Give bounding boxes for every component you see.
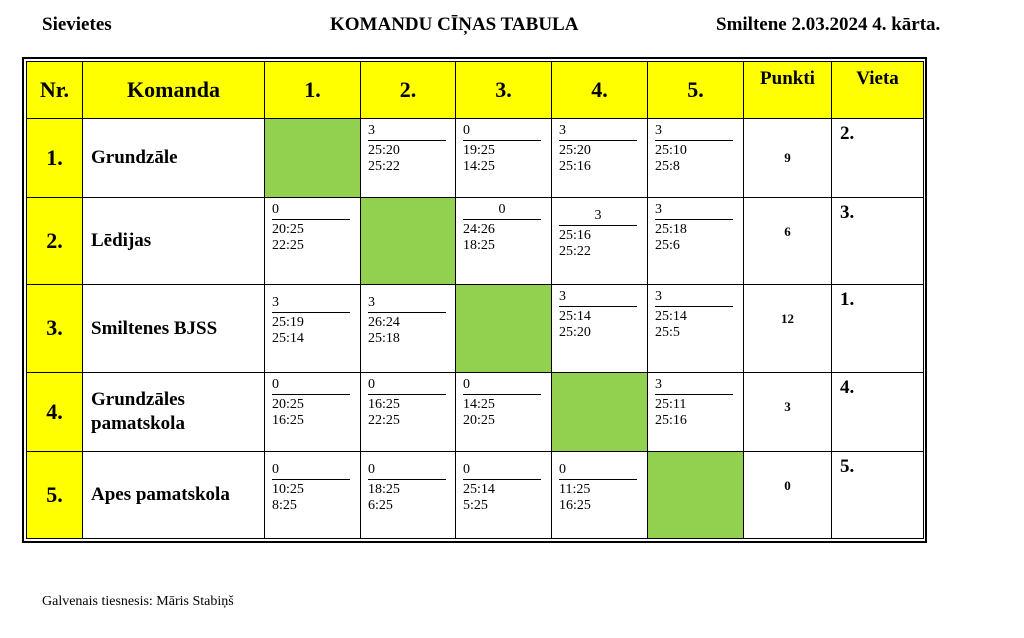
row-number: 4. [27,372,83,451]
set-score: 14:25 [463,159,495,174]
set-score: 25:6 [655,238,680,253]
set-score: 25:22 [559,244,591,259]
table-row [27,198,924,285]
set-score: 22:25 [272,238,304,253]
result-cell [361,372,456,451]
set-score: 5:25 [463,497,488,513]
result-cell [265,372,361,451]
match-score: 3 [559,208,637,226]
result-cell [552,451,648,538]
result-cell [648,285,744,372]
team-points: 0 [744,451,832,538]
row-number: 5. [27,451,83,538]
table-row [27,372,924,451]
set-score: 25:10 [655,143,687,158]
match-score: 3 [655,202,733,220]
set-score: 25:16 [559,228,591,243]
result-cell [456,119,552,198]
col-header-nr: Nr. [27,62,83,119]
result-cell [265,451,361,538]
result-cell [456,198,552,285]
header-location-date: Smiltene 2.03.2024 4. kārta. [716,14,941,35]
col-header-3: 3. [456,62,552,119]
result-cell [456,372,552,451]
match-score: 0 [272,377,350,395]
set-score: 25:11 [655,396,687,412]
table-row [27,119,924,198]
match-score: 3 [368,295,446,313]
col-header-points: Punkti [744,62,832,119]
self-match-cell [265,119,361,198]
self-match-cell [648,451,744,538]
self-match-cell [361,198,456,285]
result-cell [265,285,361,372]
set-score: 20:25 [463,412,495,428]
set-score: 25:14 [272,331,304,347]
col-header-team: Komanda [83,62,265,119]
result-cell [361,451,456,538]
result-cell [552,198,648,285]
match-score: 0 [368,377,446,395]
result-cell [648,372,744,451]
set-score: 16:25 [272,412,304,428]
match-score: 0 [463,462,541,480]
set-score: 20:25 [272,396,304,412]
set-score: 25:16 [559,159,591,174]
match-score: 0 [272,462,350,480]
self-match-cell [456,285,552,372]
match-score: 3 [559,123,637,141]
match-score: 0 [272,202,350,220]
team-name: Smiltenes BJSS [83,285,265,372]
set-score: 25:5 [655,325,680,341]
page-title: KOMANDU CĪŅAS TABULA [330,14,579,35]
team-place: 4. [832,372,924,451]
standings-table [26,61,924,539]
row-number: 2. [27,198,83,285]
row-number: 1. [27,119,83,198]
col-header-5: 5. [648,62,744,119]
set-score: 14:25 [463,396,495,412]
set-score: 26:24 [368,315,400,331]
result-cell [361,285,456,372]
team-place: 5. [832,451,924,538]
result-cell [648,119,744,198]
team-points: 9 [744,119,832,198]
table-header-row [27,62,924,119]
col-header-place: Vieta [832,62,924,119]
match-score: 0 [368,462,446,480]
set-score: 18:25 [368,481,400,497]
set-score: 25:8 [655,159,680,174]
team-place: 3. [832,198,924,285]
table-row [27,285,924,372]
set-score: 22:25 [368,412,400,428]
col-header-1: 1. [265,62,361,119]
match-score: 3 [559,289,637,307]
set-score: 25:20 [368,143,400,158]
chief-referee: Galvenais tiesnesis: Māris Stabiņš [42,594,234,609]
set-score: 10:25 [272,481,304,497]
team-place: 2. [832,119,924,198]
col-header-4: 4. [552,62,648,119]
set-score: 25:18 [368,331,400,347]
match-score: 3 [368,123,446,141]
match-score: 3 [655,289,733,307]
set-score: 25:14 [655,309,687,325]
result-cell [456,451,552,538]
match-score: 0 [463,123,541,141]
self-match-cell [552,372,648,451]
result-cell [361,119,456,198]
set-score: 25:20 [559,143,591,158]
team-points: 6 [744,198,832,285]
set-score: 18:25 [463,238,495,253]
result-cell [552,119,648,198]
header-category: Sievietes [42,14,112,35]
row-number: 3. [27,285,83,372]
set-score: 11:25 [559,481,591,497]
team-name: Grundzāle [83,119,265,198]
set-score: 16:25 [559,497,591,513]
standings-table-frame [22,57,927,543]
match-score: 3 [655,123,733,141]
set-score: 25:16 [655,412,687,428]
team-points: 12 [744,285,832,372]
set-score: 16:25 [368,396,400,412]
match-score: 0 [559,462,637,480]
team-place: 1. [832,285,924,372]
set-score: 25:14 [463,481,495,497]
result-cell [552,285,648,372]
set-score: 25:18 [655,222,687,237]
set-score: 25:14 [559,309,591,325]
set-score: 25:19 [272,315,304,331]
set-score: 25:22 [368,159,400,174]
team-points: 3 [744,372,832,451]
col-header-2: 2. [361,62,456,119]
table-row [27,451,924,538]
team-name: Apes pamatskola [83,451,265,538]
set-score: 20:25 [272,222,304,237]
result-cell [265,198,361,285]
match-score: 0 [463,377,541,395]
result-cell [648,198,744,285]
match-score: 0 [463,202,541,220]
set-score: 25:20 [559,325,591,341]
set-score: 6:25 [368,497,393,513]
set-score: 24:26 [463,222,495,237]
team-name: Lēdijas [83,198,265,285]
set-score: 19:25 [463,143,495,158]
match-score: 3 [272,295,350,313]
team-name: Grundzāles pamatskola [83,372,265,451]
set-score: 8:25 [272,497,297,513]
match-score: 3 [655,377,733,395]
